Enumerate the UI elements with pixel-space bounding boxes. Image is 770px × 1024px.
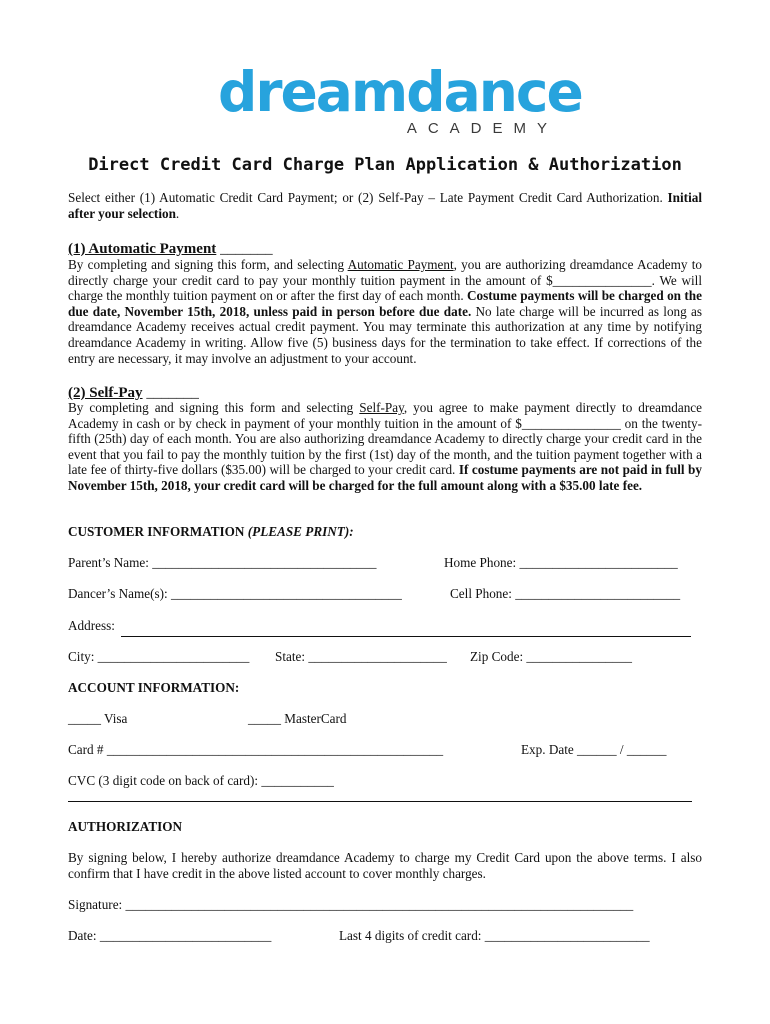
s1-text-c: No late charge will be incurred as long as dreamdance Academy receives actual credit payment. You may terminate this authorization at any time by notifying dreamdance Academy in writing. Allow five (5) business days for the termination to take effect. If corrections of the entry are necessary, it may involve an adjustment to your account. <box>68 303 702 366</box>
mastercard-option[interactable]: _____ MasterCard <box>248 711 347 726</box>
logo-subtitle: ACADEMY <box>406 120 558 137</box>
intro-bold: Initial after your selection <box>68 190 702 221</box>
s2-text-b: , you agree to make payment directly to dreamdance Academy in cash or by check in payment of your monthly tuition in the amount of $_______________ on the twenty-fifth (25th) day of each month. You are also authorizing dreamdance Academy to directly charge your credit card in the event that you fail to pay the monthly tuition by the first (1st) day of the month, and the tuition payment together with a late fee of thirty-five dollars ($35.00) will be charged to your credit card. <box>68 400 702 478</box>
card-number-field[interactable]: Card # ___________________________________________________ <box>68 742 444 757</box>
intro-text: Select either (1) Automatic Credit Card Payment; or (2) Self-Pay – Late Payment Credit Card Authorization. <box>68 190 663 205</box>
dancer-name-field[interactable]: Dancer’s Name(s): ___________________________________ <box>68 586 402 601</box>
cell-phone-field[interactable]: Cell Phone: _________________________ <box>450 586 681 601</box>
s1-text-bold: Costume payments will be charged on the due date, November 15th, 2018, unless paid in person before due date. <box>68 288 702 319</box>
last4-digits-field[interactable]: Last 4 digits of credit card: _________________________ <box>339 928 650 943</box>
section2-paragraph <box>68 400 702 494</box>
zip-code-field[interactable]: Zip Code: ________________ <box>470 649 632 664</box>
intro-end: . <box>175 205 180 221</box>
s2-text-a: By completing and signing this form and selecting <box>68 400 360 415</box>
section2-label: (2) Self-Pay <box>68 385 143 401</box>
customer-info-heading <box>68 524 354 540</box>
s1-text-a: By completing and signing this form, and selecting <box>68 257 348 272</box>
city-field[interactable]: City: _______________________ <box>68 649 250 664</box>
page-title: Direct Credit Card Charge Plan Application & Authorization <box>88 155 682 175</box>
section1-heading <box>68 240 273 258</box>
section2-initial-blank: _______ <box>142 385 199 401</box>
intro-paragraph <box>68 190 702 221</box>
address-field[interactable] <box>121 636 691 637</box>
s1-text-underlined: Automatic Payment <box>347 257 454 272</box>
home-phone-field[interactable]: Home Phone: ________________________ <box>444 555 678 570</box>
s2-text-underlined: Self-Pay <box>359 400 404 415</box>
signature-field[interactable]: Signature: _____________________________________________________________________________ <box>68 897 634 912</box>
section-divider <box>68 801 692 802</box>
exp-date-field[interactable]: Exp. Date ______ / ______ <box>521 742 667 757</box>
section1-label: (1) Automatic Payment <box>68 241 217 257</box>
dreamdance-logo <box>218 60 582 142</box>
authorization-heading: AUTHORIZATION <box>68 819 183 834</box>
s1-text-b: , you are authorizing dreamdance Academy to directly charge your credit card to pay your monthly tuition payment in the amount of $_______________. We will charge the monthly tuition payment on or after the first day of each month. <box>68 257 702 304</box>
authorization-paragraph: By signing below, I hereby authorize dreamdance Academy to charge my Credit Card upon the above terms. I also confirm that I have credit in the above listed account to cover monthly charges. <box>68 850 702 881</box>
address-label: Address: <box>68 618 115 633</box>
section1-paragraph <box>68 257 702 366</box>
visa-option[interactable]: _____ Visa <box>68 711 128 726</box>
parent-name-field[interactable]: Parent’s Name: __________________________________ <box>68 555 377 570</box>
account-info-heading: ACCOUNT INFORMATION: <box>68 680 240 695</box>
cvc-field[interactable]: CVC (3 digit code on back of card): ___________ <box>68 773 334 788</box>
customer-heading-text: CUSTOMER INFORMATION <box>68 524 248 539</box>
logo-wordmark: dreamdance <box>218 60 582 124</box>
section1-initial-blank: _______ <box>216 241 273 257</box>
s2-text-bold: If costume payments are not paid in full by November 15th, 2018, your credit card will be charged for the full amount along with a $35.00 late fee. <box>68 462 702 493</box>
date-field[interactable]: Date: __________________________ <box>68 928 272 943</box>
state-field[interactable]: State: _____________________ <box>275 649 447 664</box>
customer-heading-italic: (PLEASE PRINT): <box>247 524 354 539</box>
